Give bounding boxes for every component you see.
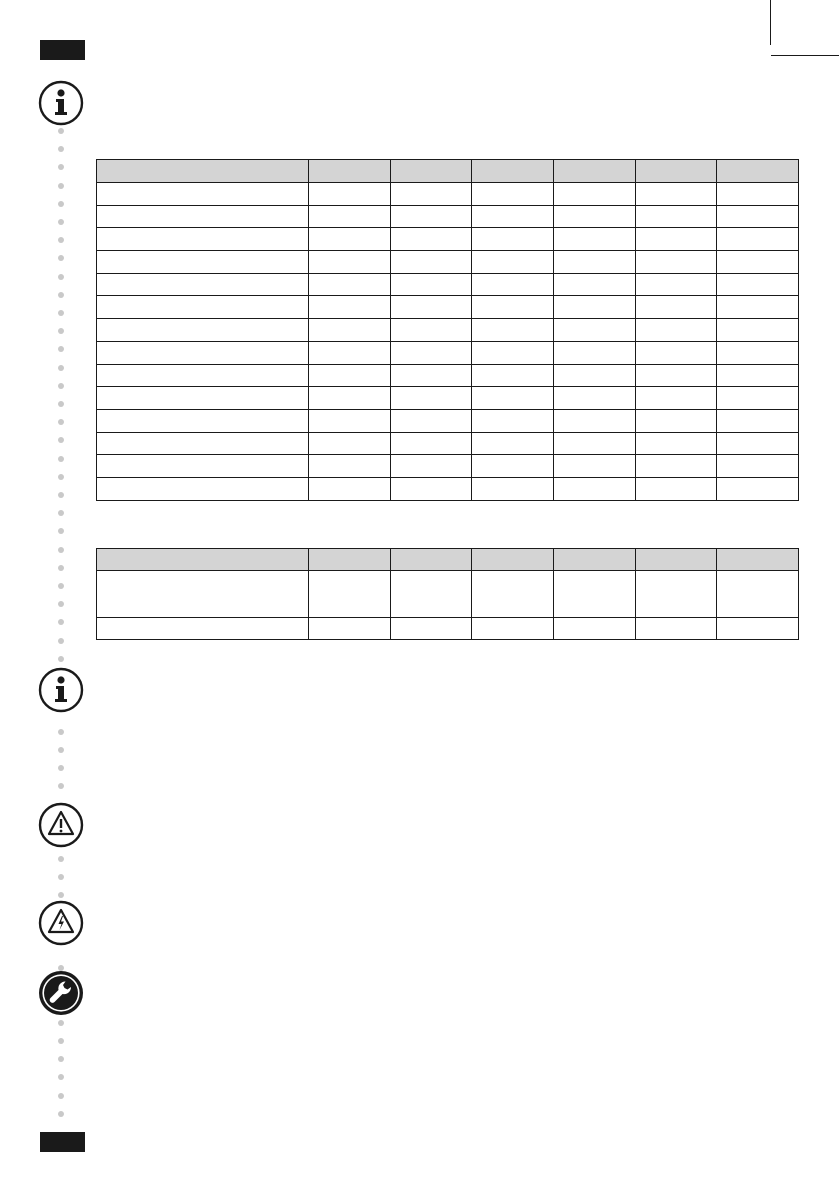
table-cell xyxy=(309,183,391,206)
table-cell xyxy=(553,183,635,206)
guide-dot xyxy=(58,255,64,261)
table-cell xyxy=(472,183,554,206)
spec-table-1 xyxy=(96,159,799,501)
column-header xyxy=(553,549,635,571)
guide-dot xyxy=(58,510,64,516)
table-cell xyxy=(635,432,717,455)
table-cell xyxy=(309,618,391,640)
table-cell xyxy=(97,296,309,319)
guide-dot xyxy=(58,583,64,589)
table-cell xyxy=(472,618,554,640)
table-cell xyxy=(717,183,799,206)
table-cell xyxy=(635,409,717,432)
table-cell xyxy=(97,618,309,640)
table-cell xyxy=(390,341,472,364)
table-cell xyxy=(717,205,799,228)
spec-table-2 xyxy=(96,548,799,640)
table-cell xyxy=(97,477,309,500)
table-cell xyxy=(635,296,717,319)
table-cell xyxy=(472,251,554,274)
table-row xyxy=(97,618,799,640)
table-cell xyxy=(717,387,799,410)
table-cell xyxy=(390,571,472,618)
table-cell xyxy=(309,364,391,387)
column-header xyxy=(472,160,554,183)
guide-dot xyxy=(58,1093,64,1099)
guide-dot xyxy=(58,492,64,498)
table-cell xyxy=(390,251,472,274)
table-cell xyxy=(635,273,717,296)
guide-dot xyxy=(58,419,64,425)
guide-dot xyxy=(58,1111,64,1117)
table-cell xyxy=(97,571,309,618)
guide-dot xyxy=(58,401,64,407)
table-row xyxy=(97,205,799,228)
table-cell xyxy=(390,183,472,206)
table-cell xyxy=(390,409,472,432)
guide-dot xyxy=(58,547,64,553)
table-cell xyxy=(390,228,472,251)
table-cell xyxy=(553,364,635,387)
table-cell xyxy=(97,364,309,387)
table-row xyxy=(97,432,799,455)
table-cell xyxy=(553,251,635,274)
table-cell xyxy=(472,273,554,296)
guide-dot xyxy=(58,619,64,625)
table-cell xyxy=(717,341,799,364)
column-header xyxy=(553,160,635,183)
guide-dot xyxy=(58,656,64,662)
table-cell xyxy=(309,273,391,296)
table-cell xyxy=(309,296,391,319)
table-cell xyxy=(635,251,717,274)
table-cell xyxy=(553,432,635,455)
guide-dot xyxy=(58,638,64,644)
table-cell xyxy=(635,571,717,618)
warning-icon xyxy=(38,802,84,848)
table-cell xyxy=(97,251,309,274)
guide-dot xyxy=(58,601,64,607)
guide-dot xyxy=(58,183,64,189)
footer-tab xyxy=(40,1132,85,1152)
table-cell xyxy=(717,364,799,387)
guide-dot xyxy=(58,1020,64,1026)
guide-dot xyxy=(58,892,64,898)
guide-dot xyxy=(58,528,64,534)
guide-dot xyxy=(58,747,64,753)
header-tab xyxy=(40,40,85,60)
table-cell xyxy=(635,455,717,478)
guide-dot xyxy=(58,346,64,352)
table-cell xyxy=(717,618,799,640)
table-row xyxy=(97,273,799,296)
table-header-row xyxy=(97,160,799,183)
guide-dot xyxy=(58,328,64,334)
guide-dot xyxy=(58,237,64,243)
table-cell xyxy=(472,296,554,319)
guide-dot xyxy=(58,856,64,862)
column-header xyxy=(97,160,309,183)
table-cell xyxy=(472,387,554,410)
column-header xyxy=(635,549,717,571)
table-cell xyxy=(553,341,635,364)
table-cell xyxy=(309,387,391,410)
table-cell xyxy=(553,319,635,342)
table-row xyxy=(97,319,799,342)
table-cell xyxy=(472,409,554,432)
table-cell xyxy=(553,296,635,319)
table-cell xyxy=(472,205,554,228)
table-cell xyxy=(97,455,309,478)
table-cell xyxy=(553,618,635,640)
table-cell xyxy=(717,571,799,618)
table-cell xyxy=(309,228,391,251)
table-cell xyxy=(390,455,472,478)
table-cell xyxy=(97,319,309,342)
table-cell xyxy=(97,341,309,364)
guide-dot xyxy=(58,729,64,735)
table-cell xyxy=(635,387,717,410)
table-row xyxy=(97,364,799,387)
table-row xyxy=(97,228,799,251)
table-row xyxy=(97,455,799,478)
crop-mark-top-right-h xyxy=(771,55,839,56)
table-cell xyxy=(717,273,799,296)
table-cell xyxy=(635,618,717,640)
column-header xyxy=(390,160,472,183)
guide-dot xyxy=(58,765,64,771)
column-header xyxy=(97,549,309,571)
table-cell xyxy=(472,364,554,387)
table-cell xyxy=(553,571,635,618)
column-header xyxy=(717,549,799,571)
guide-dot xyxy=(58,201,64,207)
table-row xyxy=(97,387,799,410)
table-cell xyxy=(717,432,799,455)
column-header xyxy=(309,549,391,571)
table-cell xyxy=(309,571,391,618)
table-row xyxy=(97,409,799,432)
guide-dot xyxy=(58,274,64,280)
table-cell xyxy=(390,477,472,500)
guide-dot xyxy=(58,1038,64,1044)
guide-dot xyxy=(58,874,64,880)
column-header xyxy=(635,160,717,183)
table-row xyxy=(97,183,799,206)
table-cell xyxy=(390,364,472,387)
table-cell xyxy=(390,432,472,455)
table-cell xyxy=(717,296,799,319)
guide-dot xyxy=(58,164,64,170)
table-cell xyxy=(97,205,309,228)
table-cell xyxy=(472,455,554,478)
table-header-row xyxy=(97,549,799,571)
table-cell xyxy=(472,432,554,455)
table-cell xyxy=(635,205,717,228)
table-cell xyxy=(553,387,635,410)
column-header xyxy=(717,160,799,183)
table-cell xyxy=(635,341,717,364)
table-cell xyxy=(472,571,554,618)
electrical-hazard-icon xyxy=(38,900,84,946)
table-cell xyxy=(390,319,472,342)
guide-dot xyxy=(58,146,64,152)
table-cell xyxy=(553,409,635,432)
table-row xyxy=(97,571,799,618)
table-cell xyxy=(309,432,391,455)
table-cell xyxy=(309,409,391,432)
table-cell xyxy=(390,205,472,228)
table-cell xyxy=(309,341,391,364)
column-header xyxy=(390,549,472,571)
table-cell xyxy=(472,477,554,500)
guide-dot xyxy=(58,365,64,371)
table-cell xyxy=(390,273,472,296)
table-cell xyxy=(553,455,635,478)
guide-dot xyxy=(58,437,64,443)
table-cell xyxy=(390,296,472,319)
guide-dot xyxy=(58,474,64,480)
table-cell xyxy=(390,387,472,410)
table-cell xyxy=(97,387,309,410)
table-cell xyxy=(472,228,554,251)
table-row xyxy=(97,296,799,319)
table-cell xyxy=(97,183,309,206)
table-cell xyxy=(717,251,799,274)
guide-dot xyxy=(58,565,64,571)
table-cell xyxy=(390,618,472,640)
column-header xyxy=(309,160,391,183)
table-cell xyxy=(309,205,391,228)
table-cell xyxy=(97,228,309,251)
wrench-icon xyxy=(38,970,84,1016)
table-cell xyxy=(635,477,717,500)
guide-dot xyxy=(58,1074,64,1080)
guide-dot xyxy=(58,310,64,316)
table-cell xyxy=(309,455,391,478)
table-cell xyxy=(635,364,717,387)
table-row xyxy=(97,251,799,274)
table-cell xyxy=(717,228,799,251)
table-cell xyxy=(553,205,635,228)
guide-dot xyxy=(58,1056,64,1062)
table-cell xyxy=(717,319,799,342)
table-cell xyxy=(472,341,554,364)
info-icon xyxy=(38,667,84,713)
guide-dot xyxy=(58,128,64,134)
table-cell xyxy=(97,273,309,296)
guide-dot xyxy=(58,219,64,225)
table-row xyxy=(97,341,799,364)
guide-dot xyxy=(58,383,64,389)
table-cell xyxy=(309,251,391,274)
table-cell xyxy=(472,319,554,342)
column-header xyxy=(472,549,554,571)
table-cell xyxy=(97,432,309,455)
guide-dot xyxy=(58,292,64,298)
table-cell xyxy=(553,273,635,296)
table-cell xyxy=(635,183,717,206)
table-cell xyxy=(635,319,717,342)
table-cell xyxy=(717,409,799,432)
guide-dot xyxy=(58,783,64,789)
table-cell xyxy=(553,477,635,500)
table-cell xyxy=(717,455,799,478)
info-icon xyxy=(38,80,84,126)
crop-mark-top-right-v xyxy=(770,0,771,45)
table-cell xyxy=(309,319,391,342)
table-cell xyxy=(635,228,717,251)
table-cell xyxy=(309,477,391,500)
table-cell xyxy=(97,409,309,432)
guide-dot xyxy=(58,456,64,462)
table-cell xyxy=(717,477,799,500)
table-row xyxy=(97,477,799,500)
table-cell xyxy=(553,228,635,251)
